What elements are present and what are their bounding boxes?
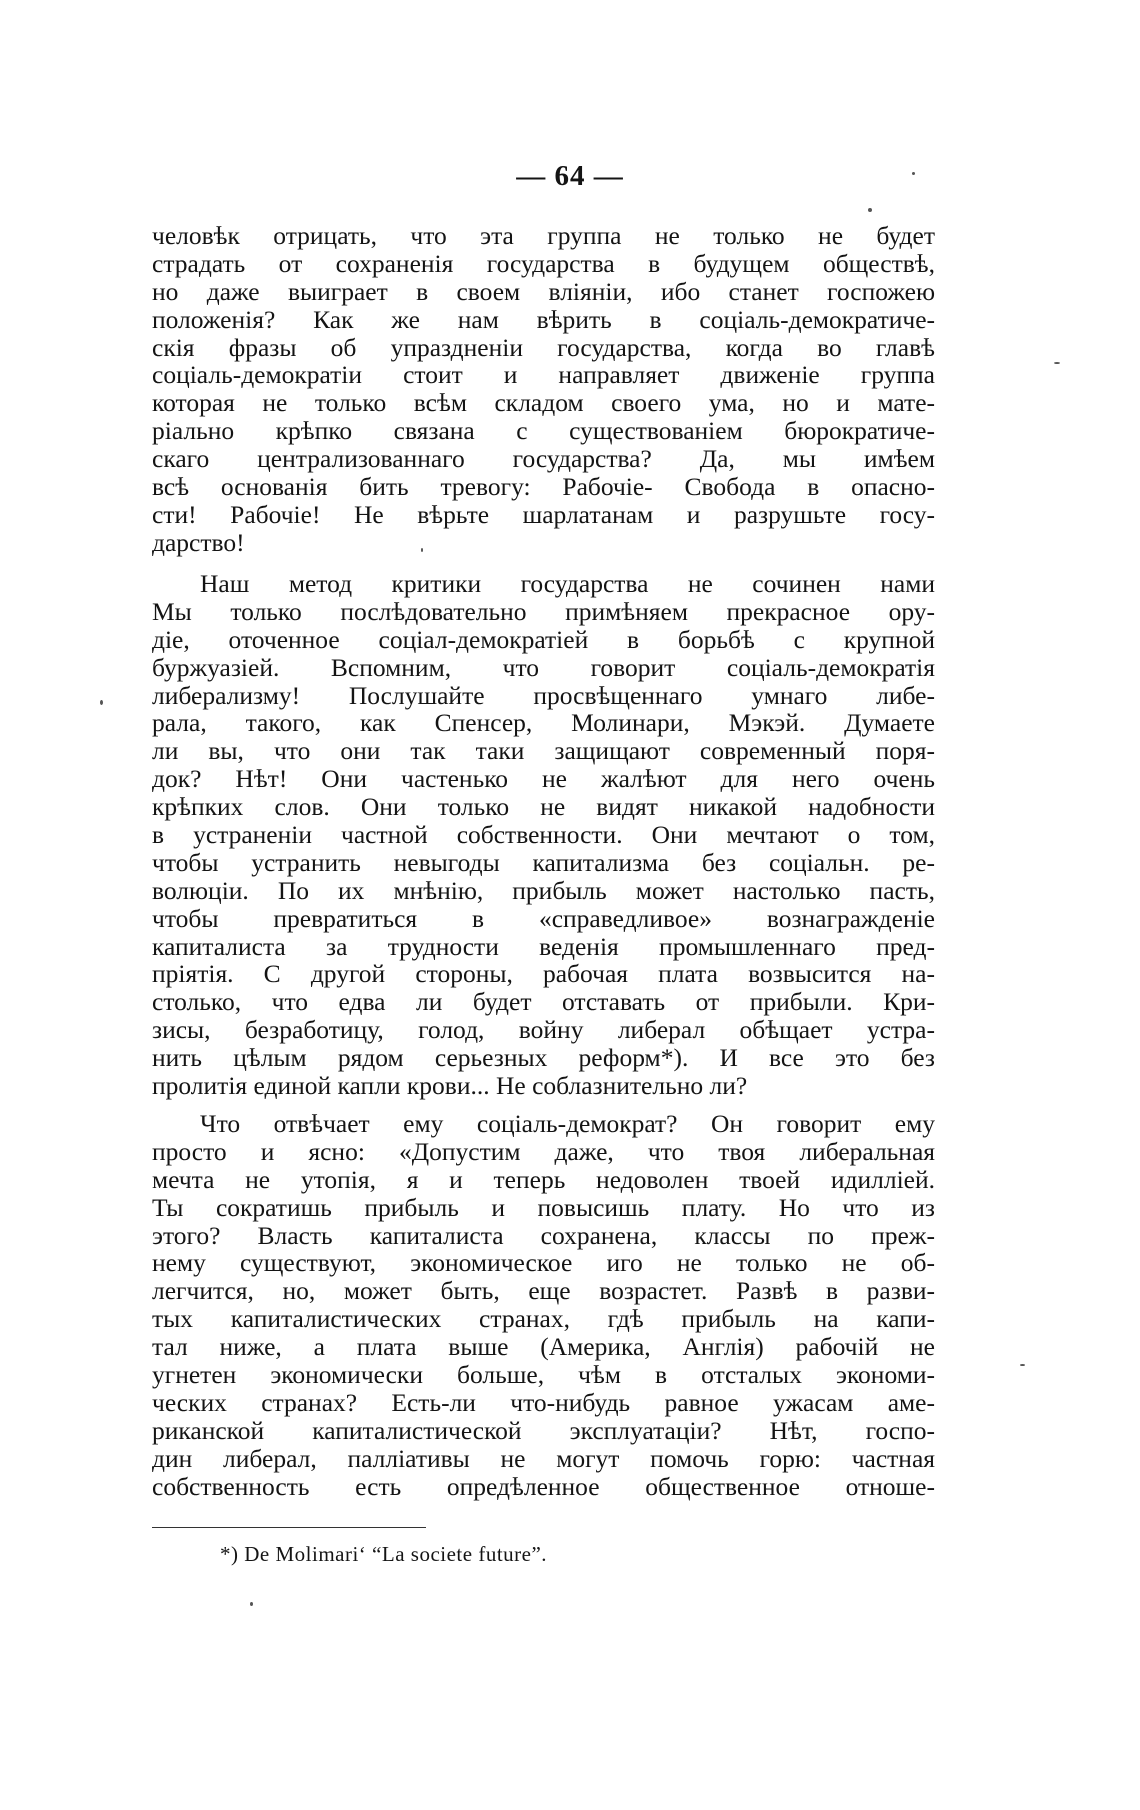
footnote-divider [152,1527,426,1528]
text-line: зисы, безработицу, голод, войну либерал обѣщает устра- [152,1015,935,1045]
text-line: собственность есть опредѣленное общественное отноше- [152,1471,935,1501]
scan-speck [250,1602,253,1606]
text-line: Ты сократишь прибыль и повысишь плату. Но что из [152,1192,935,1222]
text-line: этого? Власть капиталиста сохранена, классы по преж- [152,1220,935,1250]
scan-speck [868,208,872,212]
scan-speck [100,700,103,705]
scan-speck [421,548,423,552]
scan-speck [912,172,915,175]
text-line: діе, оточенное соціал-демократіей в борьбѣ с крупной [152,624,935,654]
text-line: сти! Рабочіе! Не вѣрьте шарлатанам и разрушьте госу- [152,499,935,529]
scan-speck [1054,362,1060,364]
text-line: капиталиста за трудности веденія промышленнаго пред- [152,931,935,961]
text-line: буржуазіей. Вспомним, что говорит соціаль-демократія [152,652,935,682]
text-line: крѣпких слов. Они только не видят никакой надобности [152,792,935,822]
paragraph-3 [152,1110,935,1500]
text-line: дарство! [152,527,245,557]
text-line: человѣк отрицать, что эта группа не только не будет [152,221,935,250]
text-line: нить цѣлым рядом серьезных реформ*). И все это без [152,1043,935,1073]
text-line: в устраненіи частной собственности. Они мечтают о том, [152,820,935,850]
paragraph-1 [152,222,935,557]
text-line: положенія? Как же нам вѣрить в соціаль-демократиче- [152,304,935,334]
text-line: Мы только послѣдовательно примѣняем прекрасное ору- [152,596,935,626]
text-line: которая не только всѣм складом своего ума, но и мате- [152,388,935,418]
text-line: нему существуют, экономическое иго не только не об- [152,1248,935,1278]
footnote: *) De Molimari‘ “La societe future”. [220,1542,548,1566]
text-line: соціаль-демократіи стоит и направляет движеніе группа [152,360,935,390]
text-line: ческих странах? Есть-ли что-нибудь равное ужасам аме- [152,1387,935,1417]
text-line: скаго централизованнаго государства? Да, мы имѣем [152,444,935,474]
text-line: всѣ основанія бить тревогу: Рабочіе- Свобода в опасно- [152,472,935,502]
text-line: легчится, но, может быть, еще возрастет. Развѣ в разви- [152,1276,935,1306]
text-line: пролитія единой капли крови... Не соблазнительно ли? [152,1071,748,1101]
text-line: тых капиталистических странах, гдѣ прибыль на капи- [152,1304,935,1334]
text-line: волюціи. По их мнѣнію, прибыль может настолько пасть, [152,875,935,905]
text-line: но даже выиграет в своем вліяніи, ибо станет госпожею [152,276,935,306]
text-line: чтобы превратиться в «справедливое» вознагражденіе [152,903,935,933]
text-line: либерализму! Послушайте просвѣщеннаго умнаго либе- [152,680,935,710]
text-line: рала, такого, как Спенсер, Молинари, Мэкэй. Думаете [152,708,935,738]
text-line: скія фразы об упраздненіи государства, когда во главѣ [152,332,935,362]
text-line: пріятія. С другой стороны, рабочая плата возвысится на- [152,959,935,989]
text-line: страдать от сохраненія государства в будущем обществѣ, [152,248,935,278]
text-line: тал ниже, а плата выше (Америка, Англія) рабочій не [152,1332,935,1362]
text-line: ли вы, что они так таки защищают современный поря- [152,736,935,766]
text-line: док? Нѣт! Они частенько не жалѣют для него очень [152,764,935,794]
page-number: — 64 — [516,160,624,192]
text-line: угнетен экономически больше, чѣм в отсталых экономи- [152,1360,935,1390]
text-line: мечта не утопія, я и теперь недоволен твоей идилліей. [152,1164,935,1194]
scan-speck [1020,1364,1025,1366]
text-line: столько, что едва ли будет отставать от прибыли. Кри- [152,987,935,1017]
text-line: ріально крѣпко связана с существованіем бюрократиче- [152,416,935,446]
text-line: Что отвѣчает ему соціаль-демократ? Он говорит ему [200,1109,935,1138]
text-line: Наш метод критики государства не сочинен нами [200,569,935,598]
text-line: риканской капиталистической эксплуатаціи? Нѣт, госпо- [152,1415,935,1445]
text-line: дин либерал, палліативы не могут помочь горю: частная [152,1443,935,1473]
text-line: просто и ясно: «Допустим даже, что твоя либеральная [152,1136,935,1166]
paragraph-2 [152,570,935,1100]
text-line: чтобы устранить невыгоды капитализма без соціальн. ре- [152,847,935,877]
